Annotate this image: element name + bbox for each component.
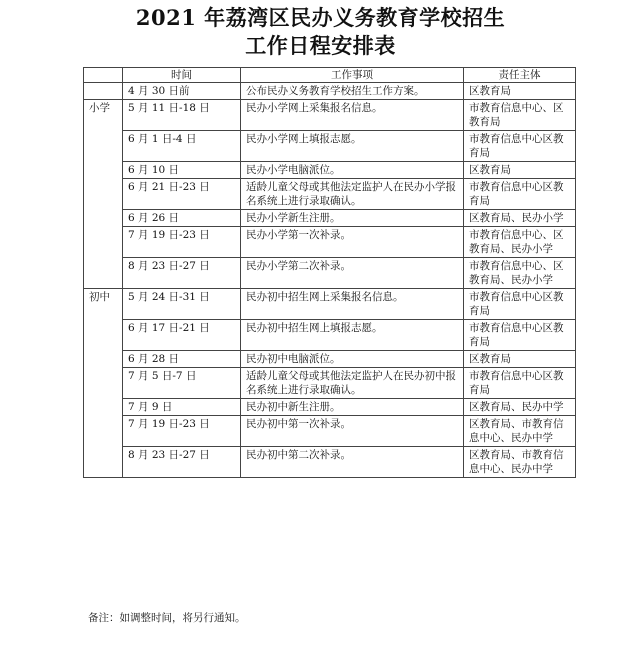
table-header-row (84, 68, 576, 83)
footnote: 备注：如调整时间，将另行通知。 (88, 612, 246, 624)
task-cell: 民办小学第一次补录。 (241, 227, 464, 258)
owner-cell: 区教育局 (464, 83, 576, 100)
owner-cell: 市教育信息中心、区教育局 (464, 100, 576, 131)
header-stage (84, 68, 123, 83)
table-row (84, 416, 576, 447)
document-subtitle: 工作日程安排表 (245, 33, 396, 58)
time-cell: 7 月 19 日-23 日 (123, 227, 241, 258)
owner-cell: 区教育局 (464, 351, 576, 368)
time-cell: 6 月 1 日-4 日 (123, 131, 241, 162)
time-cell: 7 月 5 日-7 日 (123, 368, 241, 399)
time-cell: 4 月 30 日前 (123, 83, 241, 100)
time-cell: 8 月 23 日-27 日 (123, 447, 241, 478)
task-cell: 民办初中招生网上采集报名信息。 (241, 289, 464, 320)
owner-cell: 区教育局、市教育信息中心、民办中学 (464, 416, 576, 447)
time-cell: 6 月 17 日-21 日 (123, 320, 241, 351)
time-cell: 5 月 24 日-31 日 (123, 289, 241, 320)
title-block (0, 4, 641, 60)
time-cell: 6 月 28 日 (123, 351, 241, 368)
header-owner: 责任主体 (464, 68, 576, 83)
owner-cell: 市教育信息中心区教育局 (464, 368, 576, 399)
owner-cell: 市教育信息中心区教育局 (464, 320, 576, 351)
table-row (84, 399, 576, 416)
table-row (84, 179, 576, 210)
header-time: 时间 (123, 68, 241, 83)
owner-cell: 市教育信息中心、区教育局、民办小学 (464, 227, 576, 258)
task-cell: 民办小学网上填报志愿。 (241, 131, 464, 162)
table-row (84, 368, 576, 399)
owner-cell: 区教育局、民办中学 (464, 399, 576, 416)
table-body (84, 83, 576, 478)
owner-cell: 区教育局、市教育信息中心、民办中学 (464, 447, 576, 478)
time-cell: 5 月 11 日-18 日 (123, 100, 241, 131)
table-row (84, 258, 576, 289)
task-cell: 民办初中招生网上填报志愿。 (241, 320, 464, 351)
owner-cell: 市教育信息中心区教育局 (464, 289, 576, 320)
task-cell: 民办初中新生注册。 (241, 399, 464, 416)
task-cell: 民办初中电脑派位。 (241, 351, 464, 368)
header-task: 工作事项 (241, 68, 464, 83)
task-cell: 民办初中第二次补录。 (241, 447, 464, 478)
owner-cell: 市教育信息中心区教育局 (464, 131, 576, 162)
time-cell: 6 月 21 日-23 日 (123, 179, 241, 210)
task-cell: 民办小学第二次补录。 (241, 258, 464, 289)
table-row (84, 210, 576, 227)
schedule-table (83, 67, 576, 478)
owner-cell: 区教育局 (464, 162, 576, 179)
document-title: 2021 年荔湾区民办义务教育学校招生 (135, 5, 506, 30)
task-cell: 民办小学电脑派位。 (241, 162, 464, 179)
table-row (84, 227, 576, 258)
time-cell: 7 月 19 日-23 日 (123, 416, 241, 447)
task-cell: 民办小学新生注册。 (241, 210, 464, 227)
stage-cell: 小学 (84, 100, 123, 289)
time-cell: 6 月 10 日 (123, 162, 241, 179)
table-row (84, 100, 576, 131)
time-cell: 7 月 9 日 (123, 399, 241, 416)
table-row (84, 131, 576, 162)
task-cell: 适龄儿童父母或其他法定监护人在民办初中报名系统上进行录取确认。 (241, 368, 464, 399)
stage-cell: 初中 (84, 289, 123, 478)
table-row (84, 447, 576, 478)
table-row (84, 162, 576, 179)
task-cell: 适龄儿童父母或其他法定监护人在民办小学报名系统上进行录取确认。 (241, 179, 464, 210)
time-cell: 8 月 23 日-27 日 (123, 258, 241, 289)
owner-cell: 市教育信息中心区教育局 (464, 179, 576, 210)
task-cell: 民办初中第一次补录。 (241, 416, 464, 447)
task-cell: 公布民办义务教育学校招生工作方案。 (241, 83, 464, 100)
owner-cell: 市教育信息中心、区教育局、民办小学 (464, 258, 576, 289)
table-row (84, 320, 576, 351)
table-row (84, 83, 576, 100)
stage-cell (84, 83, 123, 100)
time-cell: 6 月 26 日 (123, 210, 241, 227)
table-row (84, 351, 576, 368)
owner-cell: 区教育局、民办小学 (464, 210, 576, 227)
task-cell: 民办小学网上采集报名信息。 (241, 100, 464, 131)
table-row (84, 289, 576, 320)
